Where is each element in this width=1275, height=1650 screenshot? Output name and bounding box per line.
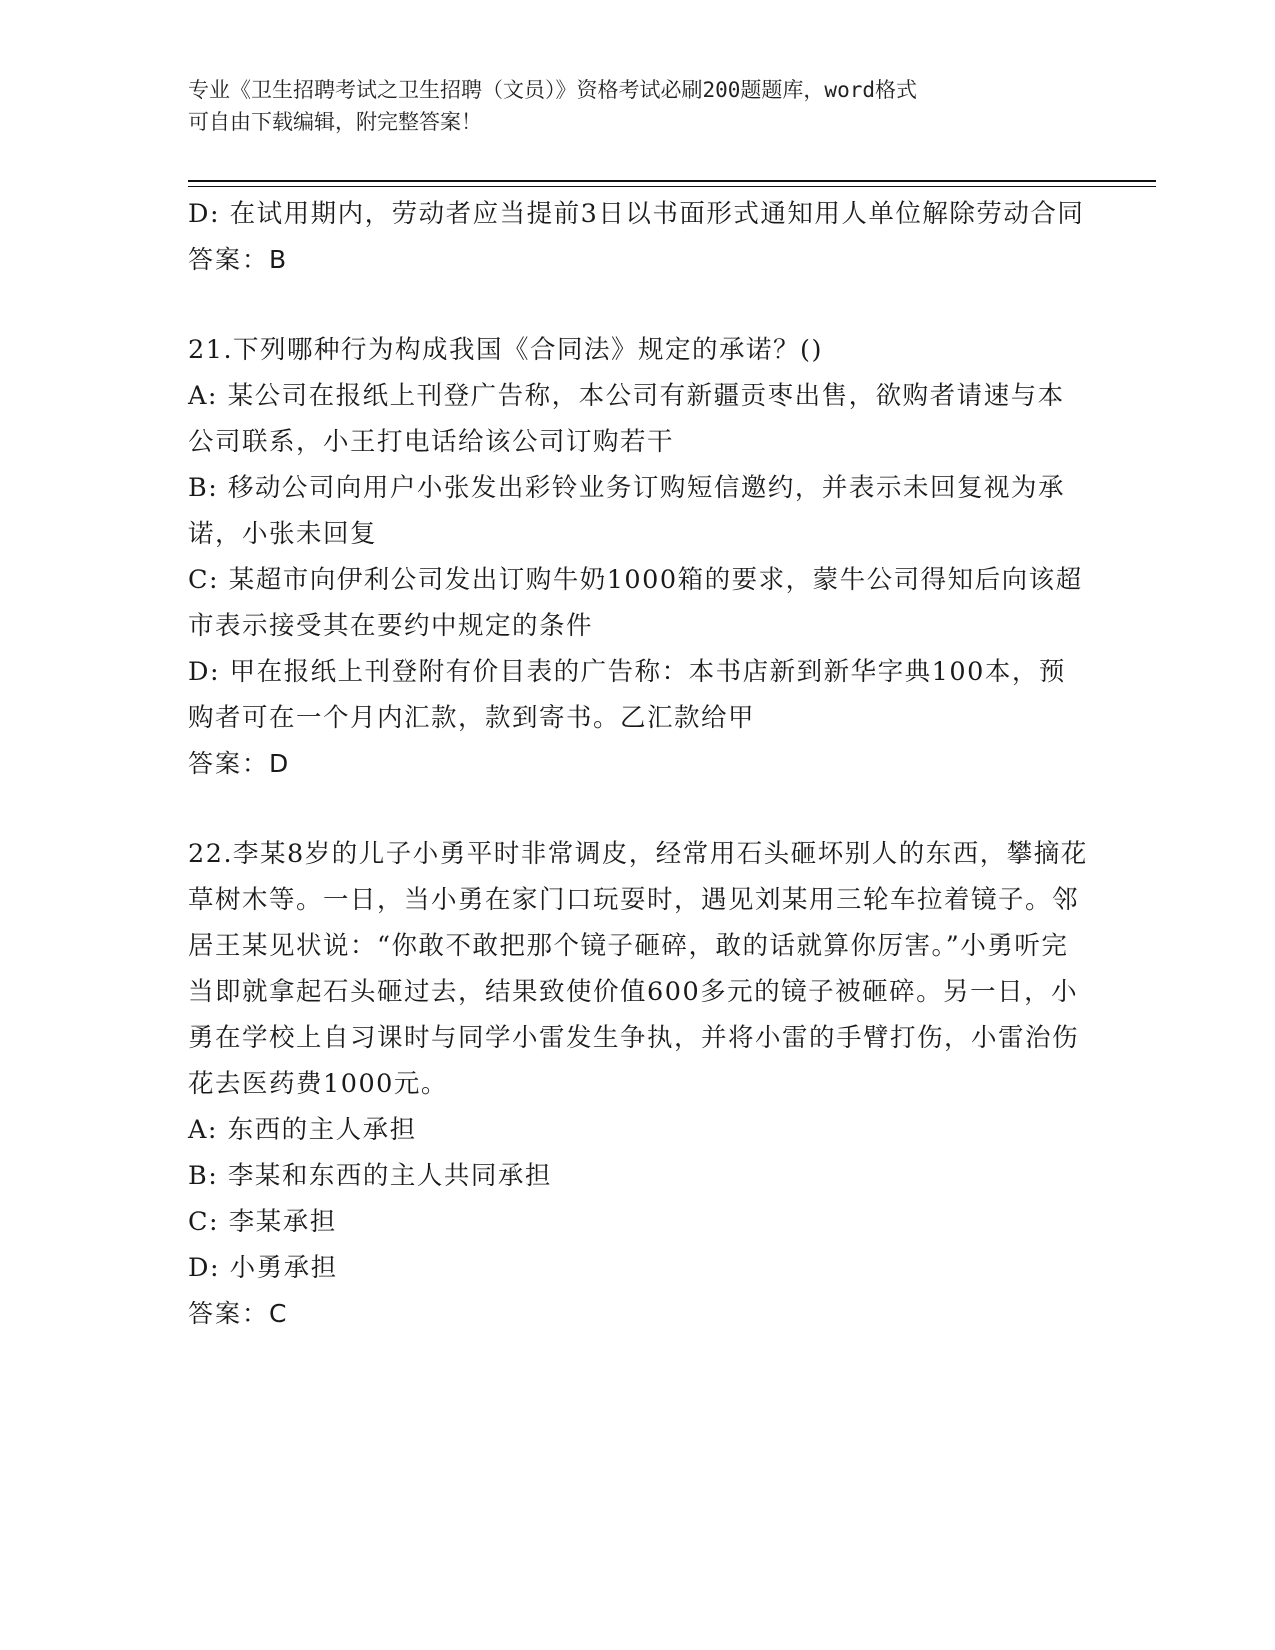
- q21-question: 21.下列哪种行为构成我国《合同法》规定的承诺？(): [188, 335, 823, 365]
- q21-option-c: C: 某超市向伊利公司发出订购牛奶1000箱的要求，蒙牛公司得知后向该超市表示接受其在要约中规定的条件: [188, 565, 1083, 641]
- q21-option-d: D: 甲在报纸上刊登附有价目表的广告称：本书店新到新华字典100本，预购者可在一个月内汇款，款到寄书。乙汇款给甲: [188, 657, 1066, 733]
- header-line-2: 可自由下载编辑，附完整答案！: [188, 110, 482, 134]
- q22-option-c: C: 李某承担: [188, 1207, 337, 1237]
- q21-option-a: A: 某公司在报纸上刊登广告称，本公司有新疆贡枣出售，欲购者请速与本公司联系，小王打电话给该公司订购若干: [188, 381, 1065, 457]
- q22-question: 22.李某8岁的儿子小勇平时非常调皮，经常用石头砸坏别人的东西，攀摘花草树木等。一日，当小勇在家门口玩耍时，遇见刘某用三轮车拉着镜子。邻居王某见状说：“你敢不敢把那个镜子砸碎，敢的话就算你厉害。”小勇听完当即就拿起石头砸过去，结果致使价值600多元的镜子被砸碎。另一日，小勇在学校上自习课时与同学小雷发生争执，并将小雷的手臂打伤，小雷治伤花去医药费1000元。: [188, 839, 1088, 1099]
- q20-option-d: D: 在试用期内，劳动者应当提前3日以书面形式通知用人单位解除劳动合同: [188, 199, 1085, 229]
- q21-option-b: B: 移动公司向用户小张发出彩铃业务订购短信邀约，并表示未回复视为承诺，小张未回复: [188, 473, 1065, 549]
- document-body: [188, 191, 1088, 1337]
- header-divider-thick: [188, 180, 1156, 182]
- q20-answer: 答案：B: [188, 245, 289, 274]
- q22-option-a: A: 东西的主人承担: [188, 1115, 417, 1145]
- q21-answer: 答案：D: [188, 749, 291, 778]
- q22-option-d: D: 小勇承担: [188, 1253, 338, 1283]
- q22-answer: 答案：C: [188, 1299, 289, 1328]
- spacer: [188, 283, 1088, 327]
- header-divider-thin: [188, 186, 1156, 187]
- document-header: [188, 74, 1068, 138]
- spacer: [188, 787, 1088, 831]
- header-line-1: 专业《卫生招聘考试之卫生招聘（文员）》资格考试必刷200题题库，word格式: [188, 78, 917, 102]
- q22-option-b: B: 李某和东西的主人共同承担: [188, 1161, 552, 1191]
